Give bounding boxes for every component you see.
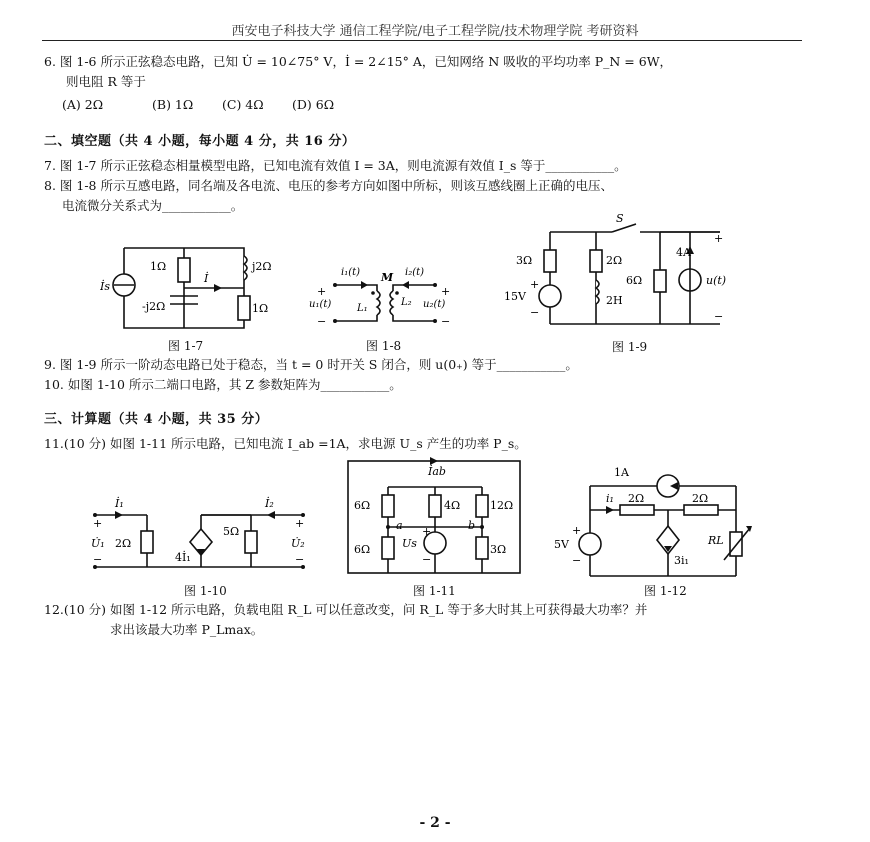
figure-1-8 [305, 265, 465, 327]
figure-1-11 [340, 455, 530, 580]
fig19-label-9: + [530, 278, 540, 291]
fig111-label-6: b [468, 519, 476, 532]
fig110-label-6: 5Ω [223, 525, 240, 538]
fig111-label-3: 4Ω [444, 499, 461, 512]
fig110-caption: 图 1-10 [184, 584, 227, 598]
fig111-label-10: + [422, 525, 432, 538]
fig111-label-9: 3Ω [490, 543, 507, 556]
q7-text: 7. 图 1-7 所示正弦稳态相量模型电路，已知电流有效值 I = 3A，则电流源有效值 I_s 等于___________。 [44, 158, 627, 173]
fig18-label-8: + [317, 285, 327, 298]
figure-1-12 [550, 460, 770, 578]
fig110-label-3: U̇₁ [91, 537, 105, 550]
fig18-label-11: − [441, 315, 451, 327]
fig17-caption: 图 1-7 [168, 339, 204, 353]
q6-line2: 则电阻 R 等于 [66, 74, 146, 89]
fig18-label-4: u₁(t) [309, 299, 332, 310]
fig110-label-7: U̇₂ [291, 537, 305, 550]
q10-text: 10. 如图 1-10 所示二端口电路，其 Z 参数矩阵为___________。 [44, 377, 402, 392]
q12-line2: 求出该最大功率 P_Lmax。 [110, 622, 264, 637]
page-number: - 2 - [419, 815, 451, 831]
fig112-label-6: RL [708, 534, 724, 547]
fig111-label-8: Us [402, 537, 417, 550]
fig18-label-1: i₁(t) [341, 267, 361, 278]
fig112-label-4: 2Ω [692, 492, 709, 505]
fig19-label-8: 2H [606, 294, 623, 307]
fig18-label-9: + [441, 285, 451, 298]
fig19-label-7: 15V [504, 290, 526, 303]
q6-option-b: (B) 1Ω [152, 97, 194, 112]
fig110-label-11: − [295, 553, 305, 566]
fig110-label-10: + [295, 517, 305, 530]
q6-option-c: (C) 4Ω [222, 97, 264, 112]
q8-line1: 8. 图 1-8 所示互感电路，同名端及各电流、电压的参考方向如图中所标，则该互感线圈上正确的电压、 [44, 178, 613, 193]
q6-line1: 6. 图 1-6 所示正弦稳态电路，已知 U̇ = 10∠75° V，İ = 2∠15° A，已知网络 N 吸收的平均功率 P_N = 6W， [44, 54, 673, 69]
fig18-label-10: − [317, 315, 327, 327]
fig19-label-1: S [616, 212, 624, 225]
fig111-label-4: 12Ω [490, 499, 514, 512]
fig17-label-5: -j2Ω [142, 300, 166, 313]
fig18-label-7: u₂(t) [423, 299, 446, 310]
fig19-label-12: − [714, 310, 724, 323]
fig19-caption: 图 1-9 [612, 340, 648, 354]
fig112-label-8: + [572, 524, 582, 537]
figure-1-9 [500, 212, 760, 330]
fig17-label-1: 1Ω [150, 260, 167, 273]
section-calculation: 三、计算题（共 4 小题，共 35 分） [44, 412, 269, 427]
fig112-label-1: 1A [614, 466, 629, 479]
q12-line1: 12.(10 分) 如图 1-12 所示电路，负载电阻 R_L 可以任意改变，问 R_L 等于多大时其上可获得最大功率？并 [44, 602, 648, 617]
fig19-label-11: + [714, 232, 724, 245]
fig112-label-2: i₁ [606, 492, 614, 505]
fig17-label-6: 1Ω [252, 302, 269, 315]
fig111-label-2: 6Ω [354, 499, 371, 512]
fig112-label-7: 3i₁ [674, 554, 689, 567]
q9-text: 9. 图 1-9 所示一阶动态电路已处于稳态，当 t = 0 时开关 S 闭合，则 u(0₊) 等于___________。 [44, 357, 578, 372]
q11-text: 11.(10 分) 如图 1-11 所示电路，已知电流 I_ab =1A，求电源 U_s 产生的功率 P_s。 [44, 436, 527, 451]
fig18-caption: 图 1-8 [366, 339, 402, 353]
page-header: 西安电子科技大学 通信工程学院/电子工程学院/技术物理学院 考研资料 [231, 24, 639, 39]
fig19-label-6: u(t) [706, 274, 727, 287]
fig110-label-1: İ₁ [115, 497, 124, 510]
fig111-caption: 图 1-11 [413, 584, 456, 598]
fig110-label-4: 2Ω [115, 537, 132, 550]
fig18-label-5: L₁ [357, 303, 368, 314]
fig112-label-3: 2Ω [628, 492, 645, 505]
fig111-label-1: İab [428, 465, 446, 478]
fig111-label-5: a [396, 519, 403, 532]
q8-line2: 电流微分关系式为___________。 [62, 198, 244, 213]
fig19-label-3: 2Ω [606, 254, 623, 267]
fig112-label-9: − [572, 554, 582, 567]
fig18-label-6: L₂ [401, 297, 412, 308]
fig111-label-11: − [422, 553, 432, 566]
fig110-label-9: − [93, 553, 103, 566]
fig18-label-2: i₂(t) [405, 267, 425, 278]
figure-1-10 [85, 495, 315, 575]
fig112-label-5: 5V [554, 538, 569, 551]
fig110-label-5: 4İ₁ [175, 551, 191, 564]
fig17-label-3: İ [204, 272, 209, 285]
fig17-label-2: j2Ω [252, 260, 272, 273]
fig111-label-7: 6Ω [354, 543, 371, 556]
fig19-label-10: − [530, 306, 540, 319]
q6-option-a: (A) 2Ω [62, 97, 104, 112]
figure-1-7 [100, 238, 275, 333]
fig112-caption: 图 1-12 [644, 584, 687, 598]
fig19-label-2: 3Ω [516, 254, 533, 267]
fig110-label-2: İ₂ [265, 497, 274, 510]
section-fill-in: 二、填空题（共 4 小题，每小题 4 分，共 16 分） [44, 134, 356, 149]
q6-option-d: (D) 6Ω [292, 97, 335, 112]
fig19-label-4: 4A [676, 246, 691, 259]
fig18-label-3: M [381, 271, 394, 284]
fig17-label-4: İs [100, 280, 110, 293]
header-rule [42, 40, 802, 41]
fig110-label-8: + [93, 517, 103, 530]
fig19-label-5: 6Ω [626, 274, 643, 287]
